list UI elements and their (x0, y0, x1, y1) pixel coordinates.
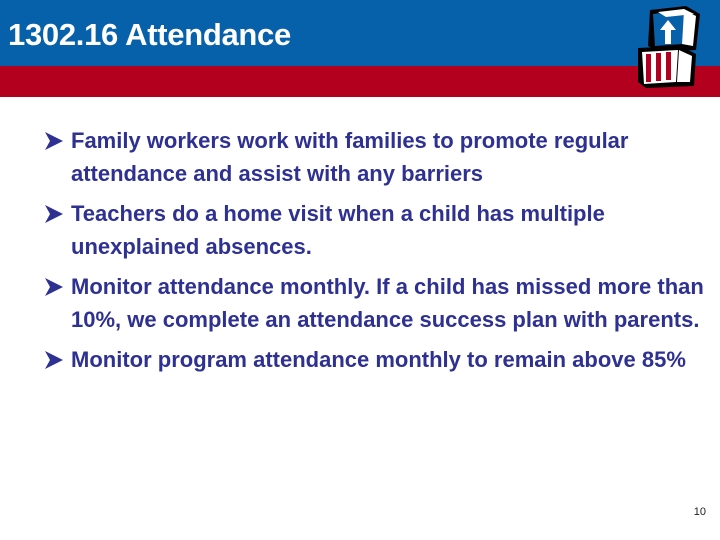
slide-title: 1302.16 Attendance (8, 17, 291, 52)
bullet-list (44, 124, 704, 383)
bullet-item (44, 343, 704, 376)
arrowhead-bullet-icon (44, 204, 64, 224)
arrowhead-bullet-icon (44, 277, 64, 297)
arrowhead-bullet-icon (44, 131, 64, 151)
building-blocks-logo-icon (636, 2, 704, 88)
arrowhead-bullet-icon (44, 350, 64, 370)
bullet-text: Teachers do a home visit when a child has multiple unexplained absences. (71, 201, 605, 259)
page-number: 10 (693, 506, 706, 518)
header-red-band (0, 66, 720, 97)
bullet-text: Monitor program attendance monthly to remain above 85% (71, 347, 686, 372)
bullet-item (44, 197, 704, 263)
bullet-item (44, 124, 704, 190)
bullet-item (44, 270, 704, 336)
bullet-text: Family workers work with families to promote regular attendance and assist with any barriers (71, 128, 629, 186)
bullet-text: Monitor attendance monthly. If a child has missed more than 10%, we complete an attendance success plan with parents. (71, 274, 704, 332)
